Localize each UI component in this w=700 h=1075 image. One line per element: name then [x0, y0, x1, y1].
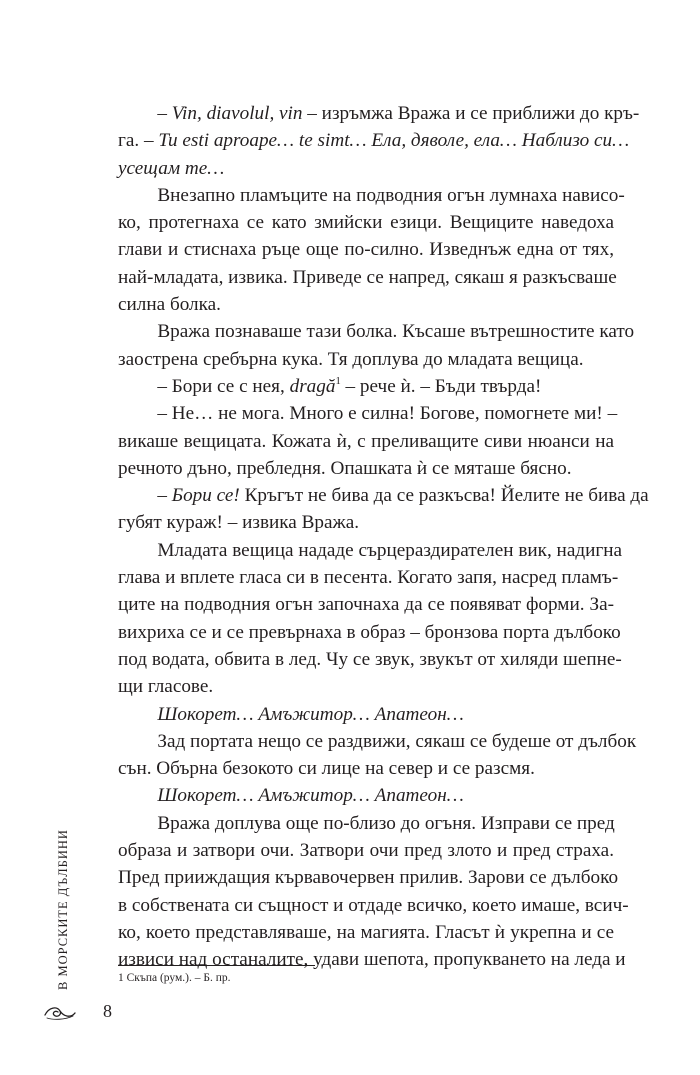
paragraph [118, 318, 635, 373]
text-run: извиси над останалите, удави шепота, пропукването на леда и [118, 949, 626, 971]
text-run: – [157, 485, 172, 507]
text-line [118, 127, 630, 154]
text-run: Внезапно пламъците на подводния огън лумнаха нависо- [157, 184, 625, 206]
paragraph [118, 537, 623, 701]
text-run: образа и затвори очи. Затвори очи пред злото и пред страха. [118, 840, 614, 862]
text-run: заострена сребърна кука. Тя доплува до младата вещица. [118, 348, 584, 370]
text-line [118, 155, 614, 182]
paragraph [118, 482, 649, 537]
text-line [118, 646, 622, 673]
text-run: ците на подводния огън започнаха да се появяват форми. За- [118, 594, 614, 616]
text-run: речното дъно, пребледня. Опашката ѝ се мяташе бясно. [118, 457, 572, 479]
text-line [118, 455, 614, 482]
text-line [118, 209, 614, 236]
paragraph [118, 701, 614, 728]
text-run: ко, протегнаха се като змийски езици. Вещиците наведоха [118, 212, 614, 234]
italic-text-run: Бори се! [171, 485, 240, 507]
text-line [118, 755, 614, 782]
text-run: губят кураж! – извика Вража. [118, 512, 360, 534]
paragraph [118, 182, 625, 318]
text-run: – рече ѝ. – Бъди твърда! [340, 375, 542, 397]
main-text [118, 100, 649, 974]
text-line [118, 291, 614, 318]
text-run: Зад портата нещо се раздвижи, сякаш се будеше от дълбок [157, 730, 637, 752]
text-line [118, 810, 614, 837]
text-run: щи гласове. [118, 676, 214, 698]
italic-text-run: усещам те… [118, 157, 225, 179]
text-run: Вража познаваше тази болка. Късаше вътрешностите като [157, 321, 635, 343]
italic-text-run: dragă [289, 375, 336, 397]
text-run: викаше вещицата. Кожата ѝ, с преливащите сиви нюанси на [118, 430, 614, 452]
text-run: под водата, обвита в лед. Чу се звук, звукът от хиляди шепне- [118, 648, 622, 670]
text-line [118, 236, 614, 263]
text-line [118, 400, 618, 427]
text-run: – [157, 103, 172, 124]
text-line [118, 264, 617, 291]
text-line [118, 482, 649, 509]
paragraph [118, 100, 640, 182]
text-line [118, 182, 625, 209]
text-line [118, 619, 621, 646]
page-number: 8 [103, 1001, 112, 1021]
text-run: глава и вплете гласа си в песента. Когато запя, насред пламъ- [118, 567, 619, 589]
text-line [118, 509, 614, 536]
text-run: Кръгът не бива да се разкъсва! Йелите не бива да [239, 485, 649, 507]
text-run: – Не… не мога. Много е силна! Богове, помогнете ми! – [157, 403, 618, 425]
running-title: В МОРСКИТЕ ДЪЛБИНИ [56, 829, 70, 990]
paragraph [118, 400, 618, 482]
italic-text-run: Tu esti aproape… te simt… Ела, дяволе, ела… Наблизо си… [158, 130, 630, 152]
text-line [118, 318, 635, 345]
text-line [118, 673, 614, 700]
text-run: Младата вещица нададе сърцераздирателен вик, надигна [157, 539, 623, 561]
text-run: вихриха се и се превърнаха в образ – бронзова порта дълбоко [118, 621, 621, 643]
text-line [118, 782, 614, 809]
text-line [118, 864, 619, 891]
paragraph [118, 373, 614, 400]
paragraph [118, 782, 614, 809]
text-run: – изръмжа Вража и се приближи до кръ- [302, 103, 640, 124]
text-line [118, 919, 614, 946]
text-line [118, 100, 640, 127]
footnote-divider [118, 965, 315, 966]
text-line [118, 346, 614, 373]
text-line [118, 892, 629, 919]
text-run: – Бори се с нея, [157, 375, 290, 397]
text-run: най-младата, извика. Приведе се напред, сякаш я разкъсваше [118, 266, 617, 288]
text-run: Вража доплува още по-близо до огъня. Изправи се пред [157, 812, 615, 834]
paragraph [118, 728, 637, 783]
wave-flourish-icon [43, 1003, 77, 1021]
text-run: силна болка. [118, 294, 221, 316]
text-line [118, 428, 614, 455]
text-line [118, 946, 626, 973]
footnote: 1 Скъпа (рум.). – Б. пр. [118, 972, 231, 984]
text-run: га. – [118, 130, 159, 152]
text-line [118, 728, 637, 755]
footnote-reference: 1 [335, 376, 341, 388]
text-line [118, 591, 614, 618]
text-run: ко, което представляваше, на магията. Гласът ѝ укрепна и се [118, 921, 614, 943]
text-line [118, 837, 614, 864]
italic-text-run: Vin, diavolul, vin [171, 103, 303, 124]
text-run: глави и стиснаха ръце още по-силно. Изведнъж една от тях, [118, 239, 614, 261]
text-line [118, 701, 614, 728]
text-line [118, 537, 623, 564]
italic-text-run: Шокорет… Амъжитор… Апатеон… [157, 703, 464, 725]
paragraph [118, 810, 629, 974]
italic-text-run: Шокорет… Амъжитор… Апатеон… [157, 785, 464, 807]
text-run: сън. Обърна безокото си лице на север и се разсмя. [118, 758, 535, 780]
text-line [118, 564, 619, 591]
text-line [118, 373, 614, 400]
text-run: Пред прииждащия кървавочервен прилив. Зарови се дълбоко [118, 867, 619, 889]
text-run: в собствената си същност и отдаде всичко, което имаше, всич- [118, 894, 629, 916]
